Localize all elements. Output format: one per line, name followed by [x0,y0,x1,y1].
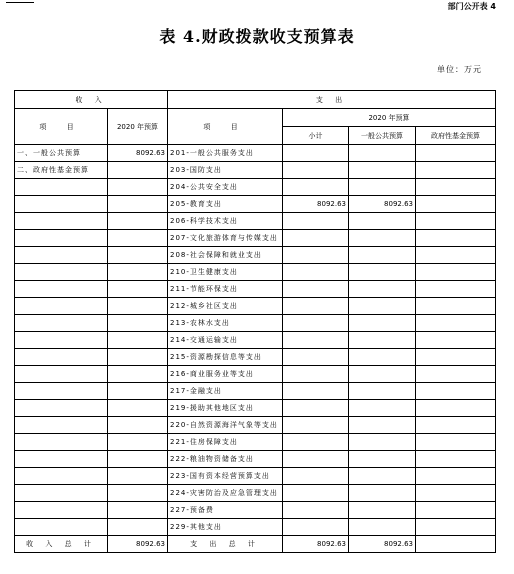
table-row [15,264,496,281]
table-row [15,281,496,298]
table-row [15,213,496,230]
income-value-cell [108,366,168,383]
table-row [15,383,496,400]
table-row [15,247,496,264]
fund-budget-column-header: 政府性基金预算 [416,127,496,145]
income-value-cell [108,264,168,281]
subtotal-cell [283,315,349,332]
fund-budget-cell [416,349,496,366]
expense-item-cell: 201-一般公共服务支出 [168,145,283,162]
income-total-label: 收 入 总 计 [15,536,108,553]
income-item-cell [15,247,108,264]
table-row [15,145,496,162]
table-row [15,162,496,179]
total-row [15,536,496,553]
expense-item-cell: 219-援助其他地区支出 [168,400,283,417]
general-budget-cell [349,315,416,332]
subtotal-cell [283,434,349,451]
income-item-cell [15,400,108,417]
header-row-2 [15,109,496,127]
expense-item-cell: 205-教育支出 [168,196,283,213]
expense-item-cell: 203-国防支出 [168,162,283,179]
table-row [15,434,496,451]
general-budget-cell [349,400,416,417]
general-budget-cell: 8092.63 [349,196,416,213]
general-budget-cell [349,417,416,434]
table-row [15,196,496,213]
fund-budget-cell [416,196,496,213]
general-budget-cell [349,332,416,349]
general-budget-cell [349,485,416,502]
fund-budget-cell [416,451,496,468]
income-item-cell [15,451,108,468]
income-total-value: 8092.63 [108,536,168,553]
subtotal-cell [283,400,349,417]
expense-item-cell: 220-自然资源海洋气象等支出 [168,417,283,434]
fund-budget-cell [416,366,496,383]
income-value-cell [108,434,168,451]
fund-budget-cell [416,485,496,502]
subtotal-total-value: 8092.63 [283,536,349,553]
expense-item-cell: 210-卫生健康支出 [168,264,283,281]
general-budget-cell [349,349,416,366]
general-budget-cell [349,298,416,315]
general-budget-cell [349,213,416,230]
expense-budget-group-header: 2020 年预算 [283,109,496,127]
fund-budget-cell [416,519,496,536]
income-value-cell [108,162,168,179]
fund-budget-cell [416,417,496,434]
expense-item-cell: 227-预备费 [168,502,283,519]
fund-budget-cell [416,400,496,417]
fund-budget-cell [416,502,496,519]
income-item-cell [15,298,108,315]
fund-budget-cell [416,298,496,315]
fund-budget-cell [416,264,496,281]
income-item-cell [15,281,108,298]
fund-budget-cell [416,383,496,400]
expense-item-cell: 212-城乡社区支出 [168,298,283,315]
general-budget-cell [349,162,416,179]
income-value-cell [108,519,168,536]
general-budget-cell [349,247,416,264]
expense-item-column-header: 项 目 [168,109,283,145]
table-row [15,179,496,196]
table-row [15,417,496,434]
income-value-cell [108,451,168,468]
fund-budget-cell [416,468,496,485]
fund-budget-cell [416,230,496,247]
subtotal-cell [283,162,349,179]
income-item-cell [15,485,108,502]
expense-item-cell: 217-金融支出 [168,383,283,400]
income-item-cell [15,230,108,247]
table-row [15,468,496,485]
table-number-label: 部门公开表 4 [447,2,496,11]
income-item-cell [15,434,108,451]
income-item-cell [15,366,108,383]
fund-budget-cell [416,145,496,162]
income-value-cell [108,485,168,502]
expense-item-cell: 213-农林水支出 [168,315,283,332]
expense-item-cell: 224-灾害防治及应急管理支出 [168,485,283,502]
fund-budget-cell [416,179,496,196]
general-budget-cell [349,519,416,536]
table-row [15,230,496,247]
fund-budget-cell [416,247,496,264]
general-budget-cell [349,145,416,162]
subtotal-cell [283,264,349,281]
expense-item-cell: 208-社会保障和就业支出 [168,247,283,264]
table-row [15,366,496,383]
expense-item-cell: 222-粮油物资储备支出 [168,451,283,468]
general-budget-cell [349,281,416,298]
expense-item-cell: 223-国有资本经营预算支出 [168,468,283,485]
income-item-column-header: 项 目 [15,109,108,145]
income-item-cell [15,196,108,213]
fund-budget-cell [416,213,496,230]
income-item-cell [15,468,108,485]
expense-item-cell: 211-节能环保支出 [168,281,283,298]
income-value-cell [108,349,168,366]
income-value-cell [108,417,168,434]
subtotal-cell [283,451,349,468]
expense-header: 支 出 [168,91,496,109]
income-header: 收 入 [15,91,168,109]
income-value-cell [108,281,168,298]
subtotal-cell [283,179,349,196]
expense-item-cell: 214-交通运输支出 [168,332,283,349]
general-budget-cell [349,366,416,383]
income-item-cell [15,264,108,281]
subtotal-cell [283,485,349,502]
income-item-cell: 二、政府性基金预算 [15,162,108,179]
income-item-cell: 一、一般公共预算 [15,145,108,162]
income-budget-column-header: 2020 年预算 [108,109,168,145]
table-row [15,502,496,519]
fund-budget-cell [416,315,496,332]
page-title: 表 4.财政拨款收支预算表 [159,27,355,46]
income-value-cell [108,400,168,417]
income-value-cell [108,179,168,196]
unit-label: 单位：万元 [437,65,482,74]
general-budget-cell [349,264,416,281]
budget-table [14,90,496,553]
top-rule [6,2,34,3]
income-value-cell [108,332,168,349]
table-row [15,485,496,502]
fund-total-value [416,536,496,553]
income-value-cell [108,383,168,400]
subtotal-cell [283,502,349,519]
subtotal-cell [283,281,349,298]
subtotal-cell [283,468,349,485]
subtotal-cell [283,417,349,434]
income-value-cell [108,247,168,264]
subtotal-cell [283,213,349,230]
expense-item-cell: 221-住房保障支出 [168,434,283,451]
income-item-cell [15,349,108,366]
subtotal-cell [283,349,349,366]
table-row [15,332,496,349]
subtotal-cell [283,332,349,349]
subtotal-cell [283,247,349,264]
table-row [15,315,496,332]
fund-budget-cell [416,162,496,179]
subtotal-cell [283,519,349,536]
general-budget-cell [349,468,416,485]
general-budget-cell [349,179,416,196]
expense-item-cell: 229-其他支出 [168,519,283,536]
subtotal-cell [283,366,349,383]
income-item-cell [15,332,108,349]
general-budget-cell [349,502,416,519]
expense-item-cell: 207-文化旅游体育与传媒支出 [168,230,283,247]
income-value-cell [108,213,168,230]
fund-budget-cell [416,281,496,298]
fund-budget-cell [416,332,496,349]
income-item-cell [15,519,108,536]
table-row [15,400,496,417]
income-value-cell [108,468,168,485]
subtotal-cell [283,383,349,400]
expense-item-cell: 206-科学技术支出 [168,213,283,230]
income-item-cell [15,417,108,434]
income-value-cell [108,502,168,519]
income-item-cell [15,179,108,196]
subtotal-cell [283,230,349,247]
subtotal-cell [283,145,349,162]
general-total-value: 8092.63 [349,536,416,553]
fund-budget-cell [416,434,496,451]
table-row [15,519,496,536]
general-budget-cell [349,434,416,451]
expense-item-cell: 215-资源勘探信息等支出 [168,349,283,366]
income-item-cell [15,383,108,400]
general-budget-cell [349,230,416,247]
subtotal-cell [283,298,349,315]
subtotal-column-header: 小计 [283,127,349,145]
expense-total-label: 支 出 总 计 [168,536,283,553]
expense-item-cell: 216-商业服务业等支出 [168,366,283,383]
income-item-cell [15,213,108,230]
table-row [15,298,496,315]
income-value-cell: 8092.63 [108,145,168,162]
general-budget-cell [349,383,416,400]
income-item-cell [15,502,108,519]
general-budget-column-header: 一般公共预算 [349,127,416,145]
subtotal-cell: 8092.63 [283,196,349,213]
table-row [15,451,496,468]
income-item-cell [15,315,108,332]
income-value-cell [108,196,168,213]
header-row-1 [15,91,496,109]
general-budget-cell [349,451,416,468]
income-value-cell [108,230,168,247]
income-value-cell [108,315,168,332]
income-value-cell [108,298,168,315]
table-row [15,349,496,366]
expense-item-cell: 204-公共安全支出 [168,179,283,196]
